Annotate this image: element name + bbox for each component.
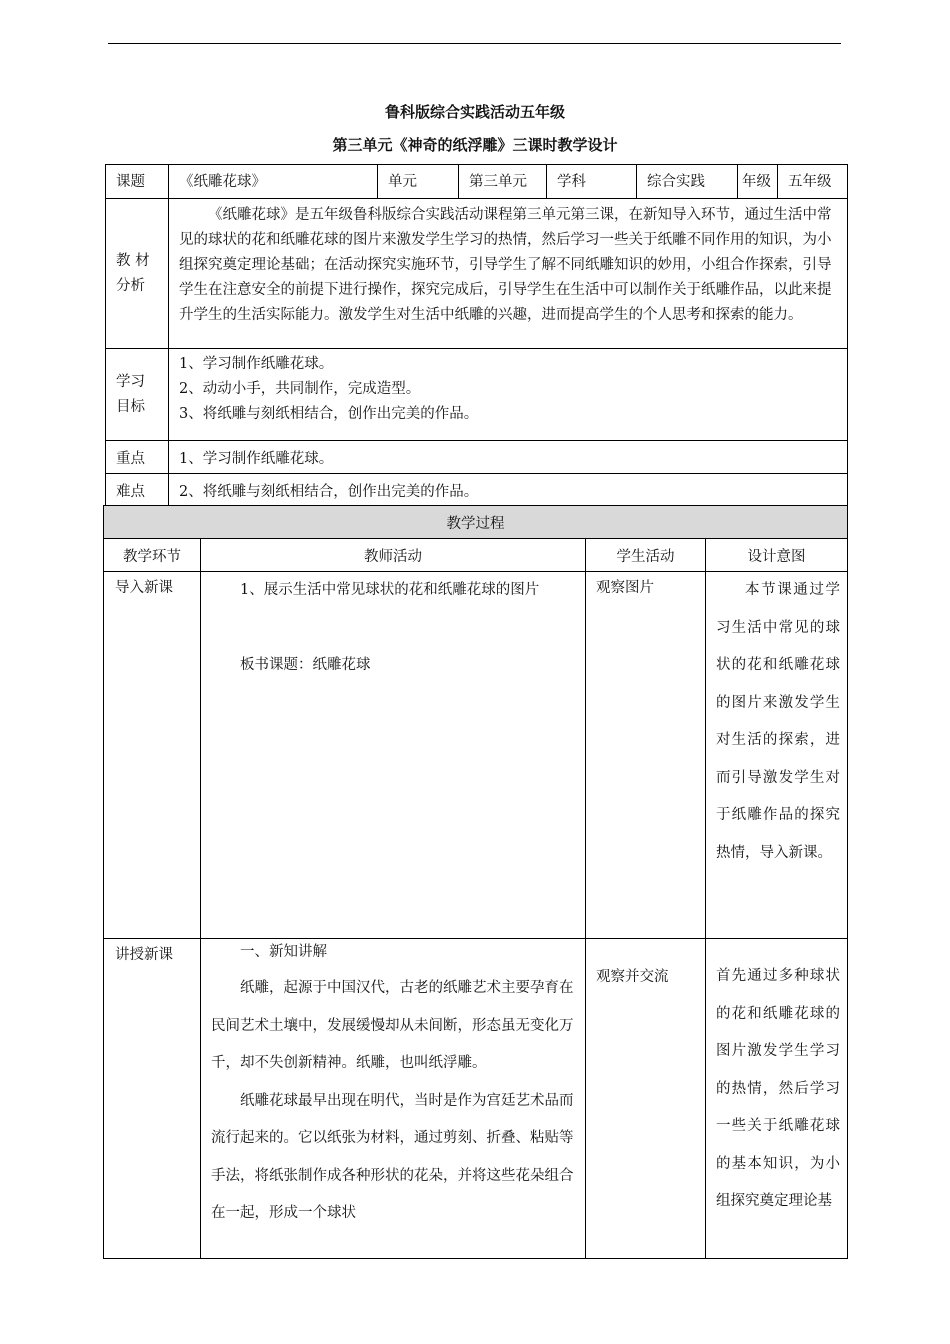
process-banner: 教学过程	[104, 506, 848, 539]
analysis-label	[106, 199, 169, 349]
teacher-heading: 一、新知讲解	[240, 944, 327, 960]
teacher-cell	[201, 572, 586, 939]
grade-label: 年级	[738, 165, 778, 199]
header-stage: 教学环节	[104, 539, 201, 572]
analysis-label-line2: 分析	[116, 277, 145, 294]
table-row	[104, 572, 848, 939]
key-text: 1、学习制作纸雕花球。	[169, 441, 848, 474]
intent-cell	[706, 939, 848, 1259]
goals-label	[106, 349, 169, 441]
goals-cell	[169, 349, 848, 441]
goal-item: 1、学习制作纸雕花球。	[179, 356, 334, 372]
teacher-text: 纸雕花球最早出现在明代，当时是作为宫廷艺术品而流行起来的。它以纸张为材料，通过剪刻、折叠、粘贴等手法，将纸张制作成各种形状的花朵，并将这些花朵组合在一起，形成一个球状	[211, 1092, 574, 1221]
key-label: 重点	[106, 441, 169, 474]
lesson-info-table	[105, 164, 848, 507]
difficulty-label: 难点	[106, 474, 169, 507]
teacher-cell	[201, 939, 586, 1259]
teacher-text: 1、展示生活中常见球状的花和纸雕花球的图片	[240, 582, 540, 598]
analysis-text: 《纸雕花球》是五年级鲁科版综合实践活动课程第三单元第三课，在新知导入环节，通过生活中常见的球状的花和纸雕花球的图片来激发学生学习的热情，然后学习一些关于纸雕不同作用的知识，为小组探究奠定理论基础；在活动探究实施环节，引导学生了解不同纸雕知识的妙用，小组合作探索，引导学生在注意安全的前提下进行操作，探究完成后，引导学生在生活中可以制作关于纸雕作品，以此来提升学生的生活实际能力。激发学生对生活中纸雕的兴趣，进而提高学生的个人思考和探索的能力。	[179, 207, 832, 323]
grade-value: 五年级	[778, 165, 848, 199]
subject-value: 综合实践	[637, 165, 738, 199]
teacher-text: 板书课题：纸雕花球	[240, 656, 371, 673]
header-teacher: 教师活动	[201, 539, 586, 572]
doc-title: 鲁科版综合实践活动五年级	[384, 103, 565, 121]
stage-cell: 讲授新课	[104, 939, 201, 1259]
intent-cell	[706, 572, 848, 939]
topic-label: 课题	[106, 165, 169, 199]
doc-subtitle: 第三单元《神奇的纸浮雕》三课时教学设计	[332, 136, 618, 154]
difficulty-text: 2、将纸雕与刻纸相结合，创作出完美的作品。	[169, 474, 848, 507]
goal-item: 3、将纸雕与刻纸相结合，创作出完美的作品。	[179, 406, 479, 422]
unit-value: 第三单元	[459, 165, 547, 199]
teacher-text: 纸雕，起源于中国汉代，古老的纸雕艺术主要孕育在民间艺术土壤中，发展缓慢却从未间断，形态虽无变化万千，却不失创新精神。纸雕，也叫纸浮雕。	[211, 980, 574, 1071]
goal-item: 2、动动小手，共同制作，完成造型。	[179, 381, 421, 397]
intent-text: 本节课通过学习生活中常见的球状的花和纸雕花球的图片来激发学生对生活的探索，进而引导激发学生对于纸雕作品的探究热情，导入新课。	[716, 582, 840, 861]
header-intent: 设计意图	[706, 539, 848, 572]
student-cell: 观察图片	[586, 572, 706, 939]
student-cell: 观察并交流	[586, 939, 706, 1259]
blank-line	[211, 610, 577, 647]
analysis-label-line1: 教 材	[116, 252, 150, 269]
header-rule	[108, 43, 841, 44]
table-row	[104, 939, 848, 1259]
intent-text: 首先通过多种球状的花和纸雕花球的图片激发学生学习的热情，然后学习一些关于纸雕花球的基本知识，为小组探究奠定理论基	[716, 968, 840, 1209]
teaching-process-table	[103, 505, 848, 1259]
unit-label: 单元	[378, 165, 459, 199]
subject-label: 学科	[547, 165, 637, 199]
analysis-cell	[169, 199, 848, 349]
goals-label-line1: 学习	[116, 373, 145, 390]
stage-cell: 导入新课	[104, 572, 201, 939]
topic-value: 《纸雕花球》	[169, 165, 378, 199]
header-student: 学生活动	[586, 539, 706, 572]
goals-label-line2: 目标	[116, 398, 145, 415]
